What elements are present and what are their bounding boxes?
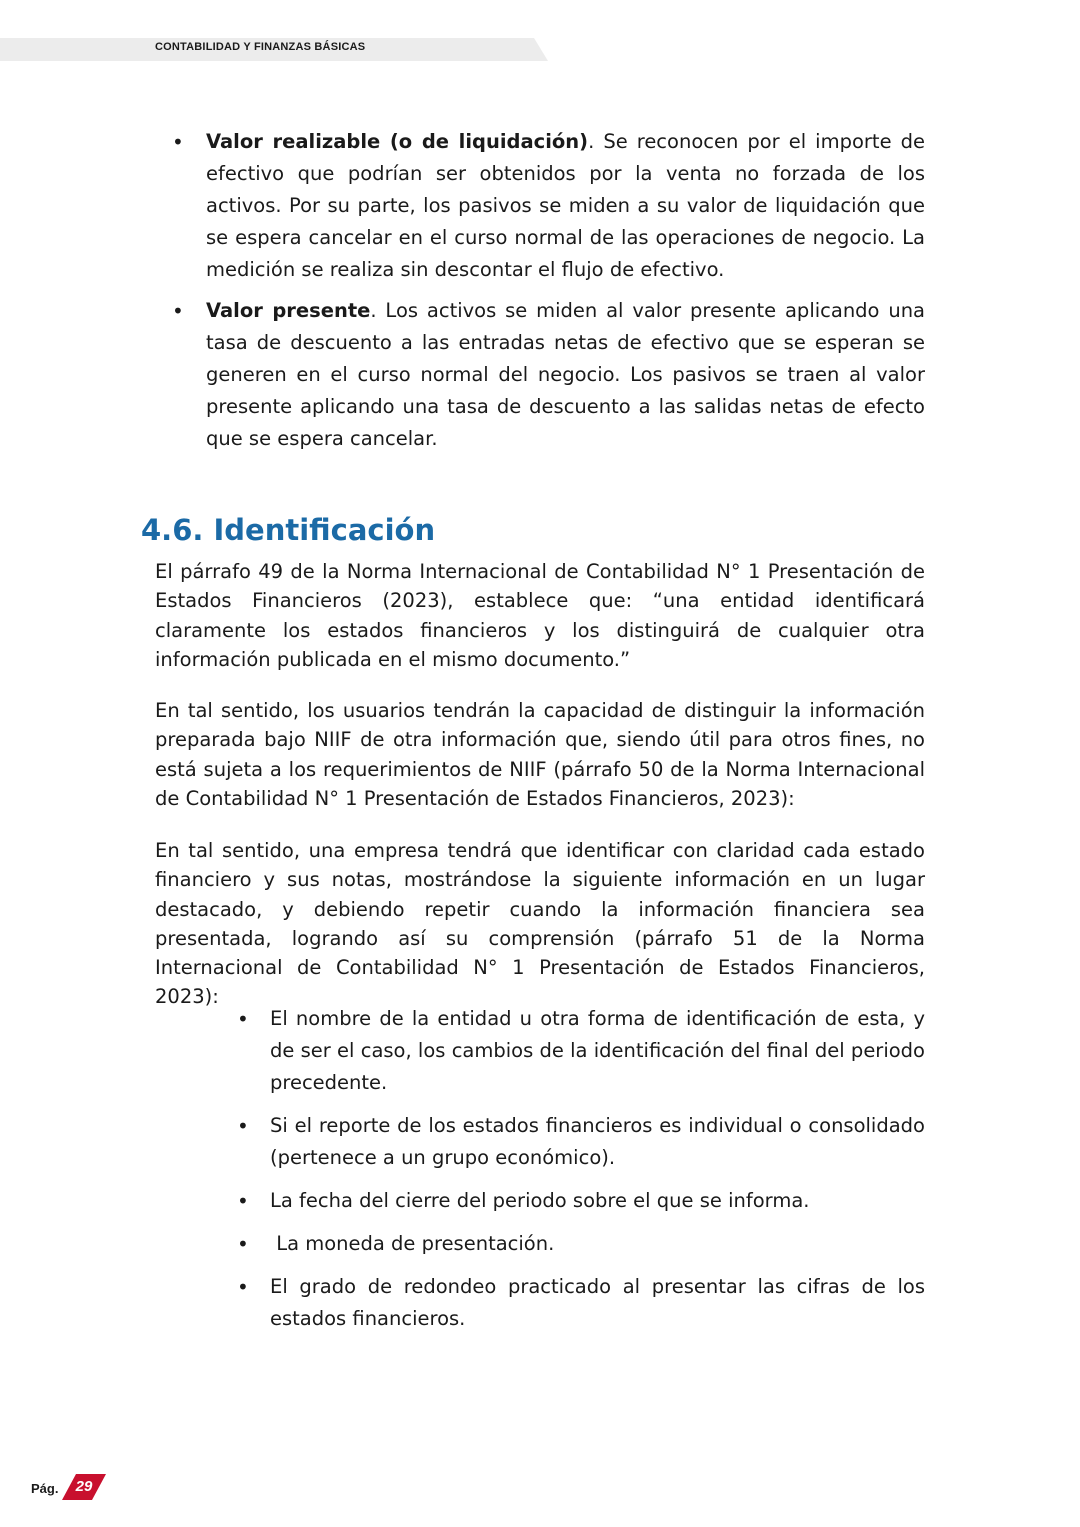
list-item	[206, 295, 925, 455]
list-item: • El grado de redondeo practicado al presentar las cifras de los estados financieros.	[270, 1271, 925, 1335]
list-item: • Si el reporte de los estados financieros es individual o consolidado (pertenece a un grupo económico).	[270, 1110, 925, 1174]
list-item: • El nombre de la entidad u otra forma de identificación de esta, y de ser el caso, los cambios de la identificación del final del periodo precedente.	[270, 1003, 925, 1099]
paragraph-3: En tal sentido, una empresa tendrá que identificar con claridad cada estado financiero y sus notas, mostrándose la siguiente información en un lugar destacado, y debiendo repetir cuando la información financiera sea presentada, logrando así su comprensión (párrafo 51 de la Norma Internacional de Contabilidad N° 1 Presentación de Estados Financieros, 2023):	[155, 839, 925, 1009]
bullet-text: . Los activos se miden al valor presente aplicando una tasa de descuento a las entradas netas de efectivo que se esperan se generen en el curso normal del negocio. Los pasivos se traen al valor presente aplicando una tasa de descuento a las salidas netas de efecto que se espera cancelar.	[206, 299, 926, 450]
section-heading: 4.6. Identificación	[141, 513, 436, 547]
paragraph-1: El párrafo 49 de la Norma Internacional de Contabilidad N° 1 Presentación de Estados Financieros (2023), establece que: “una entidad identificará claramente los estados financieros y los distinguirá de cualquier otra información publicada en el mismo documento.”	[155, 560, 925, 671]
bullet-text: . Se reconocen por el importe de efectivo que podrían ser obtenidos por la venta no forzada de los activos. Por su parte, los pasivos se miden a su valor de liquidación que se espera cancelar en el curso normal de las operaciones de negocio. La medición se realiza sin descontar el flujo de efectivo.	[206, 130, 925, 281]
bullet-term: Valor realizable (o de liquidación)	[206, 130, 589, 153]
valuation-bullet-list	[0, 126, 1080, 464]
bullet-term: Valor presente	[206, 299, 371, 322]
identification-bullet-list	[0, 1003, 1080, 1346]
list-item	[206, 126, 925, 286]
list-item: • La fecha del cierre del periodo sobre el que se informa.	[270, 1185, 925, 1217]
list-item: • La moneda de presentación.	[270, 1228, 925, 1260]
paragraph-2: En tal sentido, los usuarios tendrán la capacidad de distinguir la información preparada bajo NIIF de otra información que, siendo útil para otros fines, no está sujeta a los requerimientos de NIIF (párrafo 50 de la Norma Internacional de Contabilidad N° 1 Presentación de Estados Financieros, 2023):	[155, 699, 925, 810]
page-number: 29	[75, 1478, 93, 1495]
running-header: CONTABILIDAD Y FINANZAS BÁSICAS	[155, 41, 366, 53]
page-label: Pág.	[31, 1481, 59, 1496]
